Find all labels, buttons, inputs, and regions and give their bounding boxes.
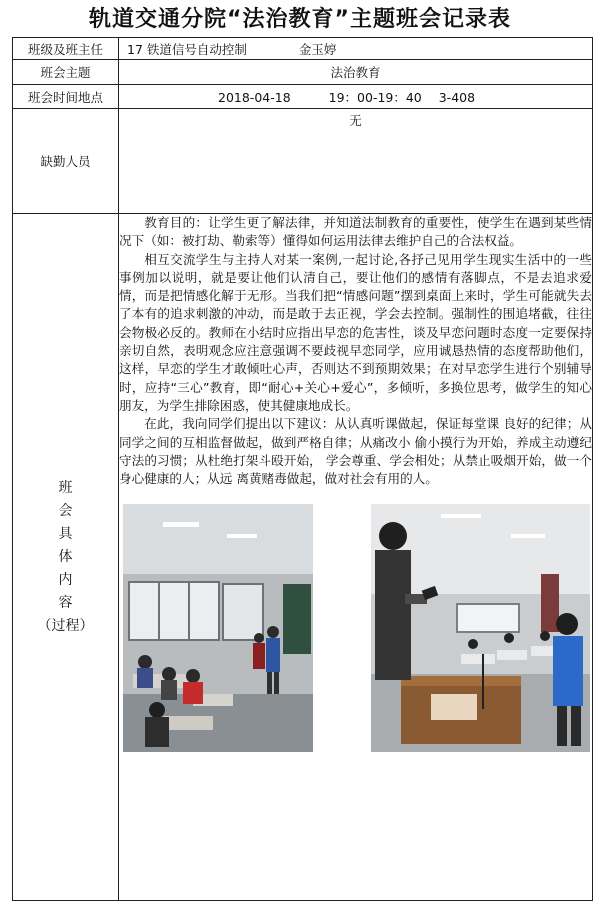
paragraph-suggestions: 在此，我向同学们提出以下建议：从认真听课做起，保证每堂课 良好的纪律；从同学之间的互相监督做起，做到严格自律；从痛改小 偷小摸行为开始，养成主动遵纪守法的习惯；从杜绝打架斗殴开始， 学会尊重、学会相处；从禁止吸烟开始，做一个身心健康的人；从远 离黄赌毒做起，做对社会有用的人。: [119, 416, 592, 487]
classroom-photo-image: [123, 504, 313, 752]
content-label-char: 具: [58, 525, 73, 542]
absent-value: 无: [119, 109, 593, 214]
label-class-teacher: 班级及班主任: [13, 38, 119, 60]
content-label-char: （过程）: [37, 617, 94, 634]
content-label-char: 内: [58, 571, 73, 588]
paragraph-purpose: 教育目的：让学生更了解法律，并知道法制教育的重要性，使学生在遇到某些情况下（如：被打劫、勒索等）懂得如何运用法律去维护自己的合法权益。: [119, 215, 592, 249]
label-time-place: 班会时间地点: [13, 85, 119, 109]
classroom-photo: [123, 504, 313, 752]
content-label-char: 班: [58, 479, 73, 496]
content-label-vertical: [13, 477, 118, 638]
label-content: [13, 214, 119, 901]
student-presentation-photo: [371, 504, 590, 752]
content-label-char: 体: [58, 548, 73, 565]
content-label-char: 会: [58, 502, 73, 519]
meeting-time: 19：00-19：40: [328, 89, 422, 105]
label-theme: 班会主题: [13, 60, 119, 85]
time-place-value: [119, 85, 593, 109]
meeting-date: 2018-04-18: [218, 89, 291, 105]
paragraph-discussion: 相互交流学生与主持人对某一案例,一起讨论,各抒己见用学生现实生活中的一些事例加以说明，就是要让他们认清自己，要让他们的感情有落脚点，不是去追求爱情，而是把情感化解于无形。当我们把“情感问题”摆到桌面上来时，学生可能就失去了本有的追求刺激的冲动，而是敢于去正视，学会去控制。强制性的围追堵截，往往会物极必反的。教师在小结时应指出早恋的危害性，谈及早恋问题时态度一定要保持亲切自然，表明观念应注意强调不要歧视早恋同学，应用诚恳热情的态度帮助他们，这样，早恋的学生才敢倾吐心声，否则达不到预期效果；在对早恋学生进行个别辅导时，应持“三心”教育，即“耐心+关心+爱心”，多倾听，多换位思考，做学生的知心朋友，为学生排除困惑，使其健康地成长。: [119, 251, 592, 413]
teacher-name: 金玉婷: [298, 41, 337, 57]
photo-row: [119, 504, 592, 752]
class-teacher-value: [119, 38, 593, 60]
content-body: [119, 214, 593, 901]
row-content: [13, 214, 593, 901]
row-theme: [13, 60, 593, 85]
row-absent: [13, 109, 593, 214]
meeting-room: 3-408: [438, 89, 476, 105]
row-class-teacher: [13, 38, 593, 60]
theme-value: 法治教育: [119, 60, 593, 85]
student-presentation-image: [371, 504, 590, 752]
row-time-place: [13, 85, 593, 109]
page-title: 轨道交通分院“法治教育”主题班会记录表: [89, 7, 511, 32]
label-absent: 缺勤人员: [13, 109, 119, 214]
record-table: [12, 37, 593, 901]
content-label-char: 容: [58, 594, 73, 611]
class-name: 17 铁道信号自动控制: [127, 41, 247, 57]
